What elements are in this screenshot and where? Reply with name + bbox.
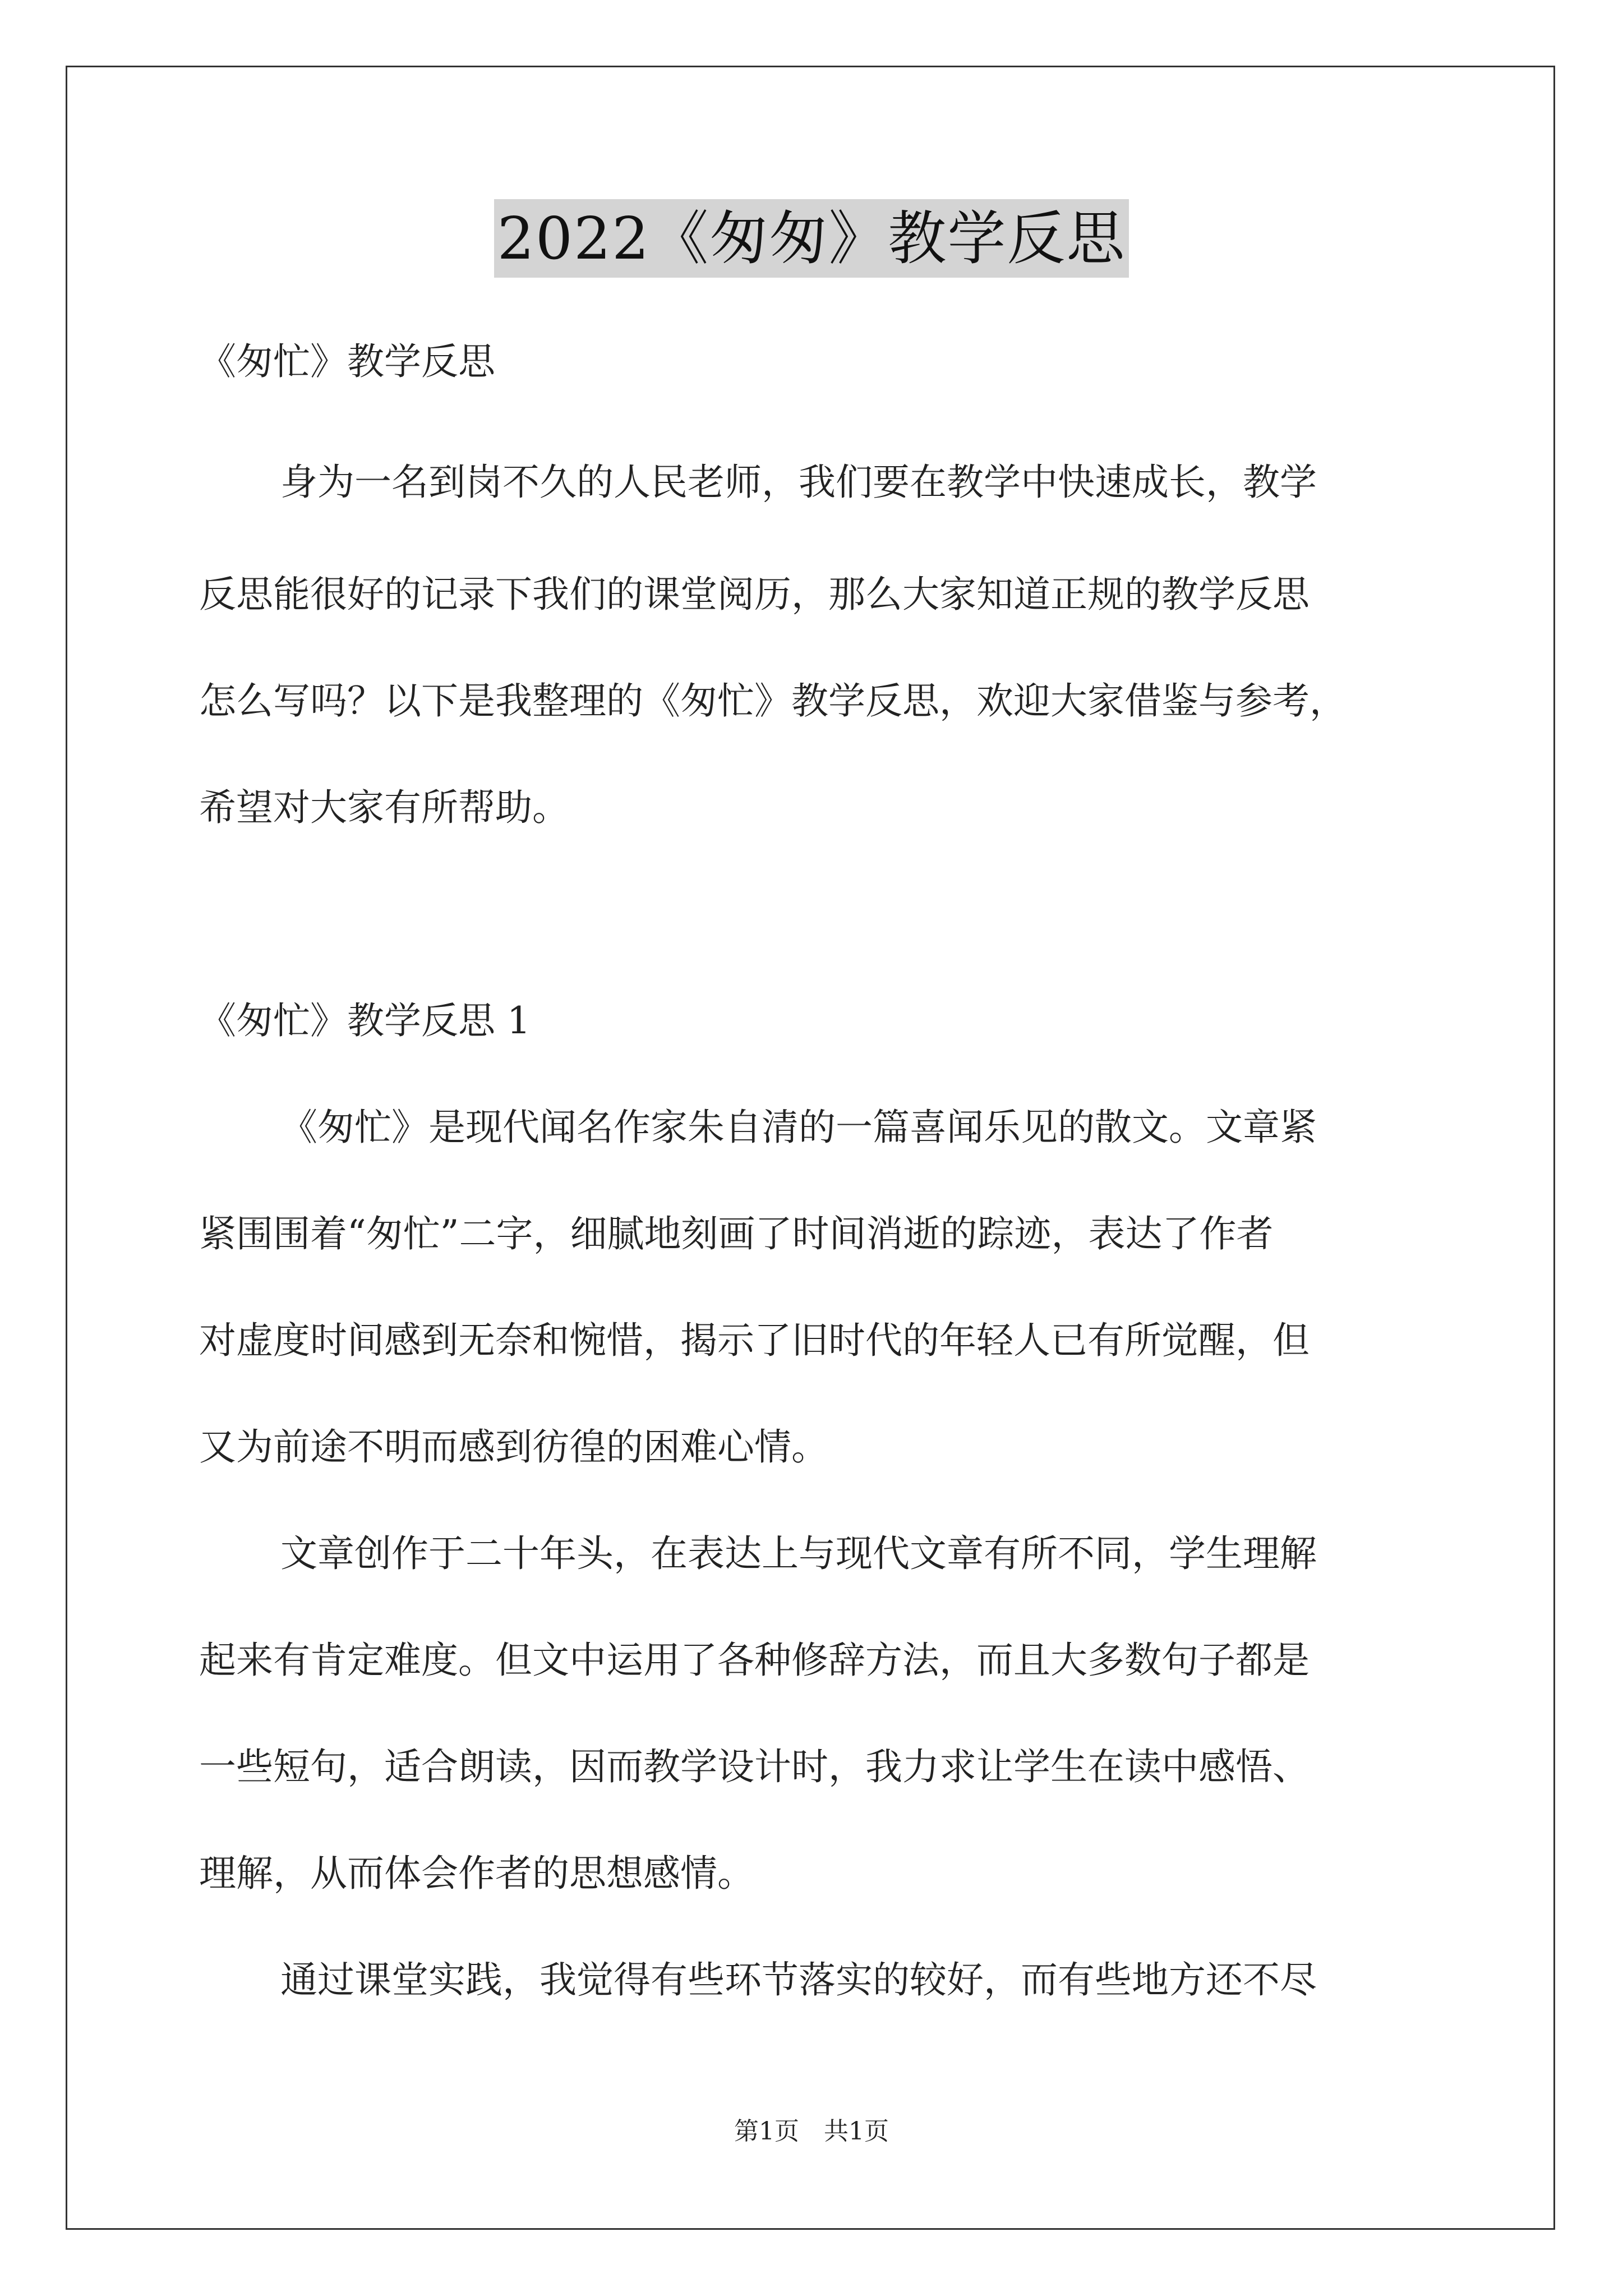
document-title: 2022《匆匆》教学反思 (494, 199, 1129, 278)
paragraph-line: 理解，从而体会作者的思想感情。 (199, 1852, 754, 1895)
paragraph-line: 怎么写吗？以下是我整理的《匆忙》教学反思，欢迎大家借鉴与参考， (199, 679, 1347, 723)
paragraph-line: 对虚度时间感到无奈和惋惜，揭示了旧时代的年轻人已有所觉醒，但 (199, 1319, 1310, 1362)
paragraph-line: 反思能很好的记录下我们的课堂阅历，那么大家知道正规的教学反思 (199, 573, 1310, 616)
paragraph-line: 又为前途不明而感到彷徨的困难心情。 (199, 1425, 828, 1469)
paragraph-line: 《匆忙》是现代闻名作家朱自清的一篇喜闻乐见的散文。文章紧 (280, 1106, 1317, 1149)
paragraph-line: 希望对大家有所帮助。 (199, 786, 569, 829)
paragraph-line: 身为一名到岗不久的人民老师，我们要在教学中快速成长，教学 (280, 461, 1317, 504)
paragraph-line: 起来有肯定难度。但文中运用了各种修辞方法，而且大多数句子都是 (199, 1639, 1310, 1682)
paragraph-line: 紧围围着“匆忙”二字，细腻地刻画了时间消逝的踪迹，表达了作者 (199, 1212, 1274, 1255)
paragraph-line: 文章创作于二十年头，在表达上与现代文章有所不同，学生理解 (280, 1532, 1317, 1575)
page-footer: 第1页 共1页 (734, 2117, 889, 2146)
paragraph-line: 一些短句，适合朗读，因而教学设计时，我力求让学生在读中感悟、 (199, 1745, 1310, 1788)
subheading: 《匆忙》教学反思 (199, 340, 495, 383)
section-heading: 《匆忙》教学反思 1 (199, 999, 531, 1042)
paragraph-line: 通过课堂实践，我觉得有些环节落实的较好，而有些地方还不尽 (280, 1958, 1317, 2001)
title-wrapper (0, 199, 1623, 278)
